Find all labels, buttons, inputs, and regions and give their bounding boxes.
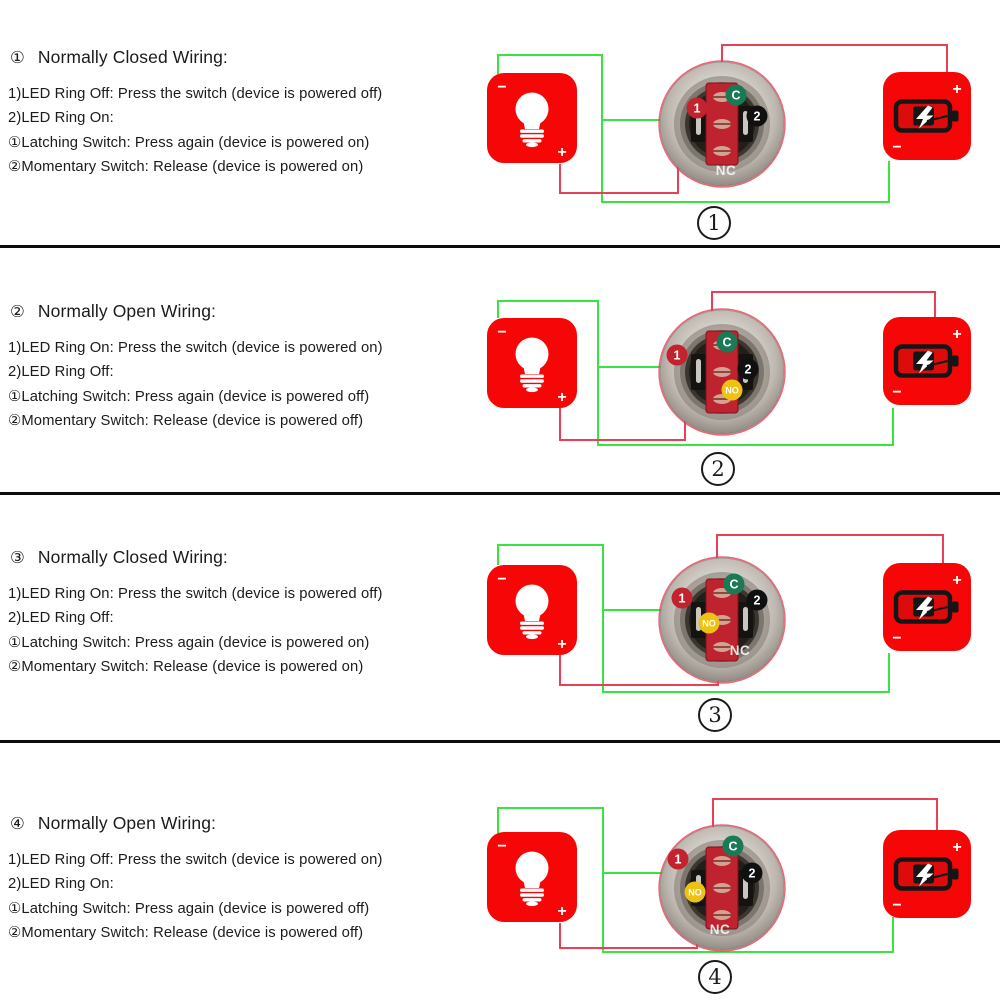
instruction-line: ②Momentary Switch: Release (device is powered off) [8, 925, 364, 942]
terminal-badge-c [723, 836, 744, 857]
switch-photo [659, 557, 785, 683]
battery-minus-label: − [892, 897, 902, 914]
diagram-number-marker: 2 [701, 452, 735, 486]
battery-plus-label: + [952, 572, 962, 589]
battery-icon [883, 830, 971, 918]
instruction-line: ①Latching Switch: Press again (device is powered on) [8, 134, 370, 151]
contact-label-nc: NC [715, 163, 737, 178]
svg-text:2: 2 [744, 362, 752, 377]
bulb-plus-label: + [557, 903, 567, 920]
instructions-block-1 [8, 0, 478, 180]
instruction-line: ②Momentary Switch: Release (device is powered off) [8, 413, 364, 430]
svg-text:1: 1 [693, 101, 701, 116]
terminal-badge-2 [742, 863, 763, 884]
svg-text:C: C [722, 335, 732, 350]
instruction-line: 1)LED Ring On: Press the switch (device is powered off) [8, 586, 383, 602]
switch-photo [659, 61, 785, 187]
instructions-block-2 [8, 248, 478, 434]
instruction-line: ①Latching Switch: Press again (device is powered off) [8, 900, 370, 917]
bulb-icon [487, 318, 577, 408]
section-title: ① Normally Closed Wiring: [10, 47, 228, 67]
battery-icon [883, 317, 971, 405]
instruction-line: 1)LED Ring On: Press the switch (device is powered on) [8, 340, 383, 356]
bulb-minus-label: − [497, 79, 507, 96]
battery-plus-label: + [952, 839, 962, 856]
terminal-badge-1 [668, 849, 689, 870]
contact-label-nc: NC [729, 643, 751, 658]
circled-number-icon: ② [10, 303, 25, 321]
svg-text:2: 2 [748, 866, 756, 881]
terminal-badge-1 [672, 588, 693, 609]
bulb-plus-label: + [557, 144, 567, 161]
terminal-badge-2 [747, 106, 768, 127]
instruction-line: 2)LED Ring Off: [8, 364, 114, 381]
terminal-badge-no [685, 882, 706, 903]
instruction-line: 2)LED Ring Off: [8, 610, 114, 627]
terminal-badge-c [717, 332, 738, 353]
bulb-plus-label: + [557, 389, 567, 406]
circled-number-icon: ③ [10, 549, 25, 567]
contact-label-nc: NC [709, 922, 731, 937]
battery-plus-label: + [952, 326, 962, 343]
instruction-line: 2)LED Ring On: [8, 110, 114, 127]
svg-text:1: 1 [674, 852, 682, 867]
bulb-plus-label: + [557, 636, 567, 653]
circled-number-icon: ④ [10, 815, 25, 833]
svg-text:NO: NO [702, 618, 716, 629]
terminal-badge-no [722, 380, 743, 401]
battery-icon [883, 563, 971, 651]
svg-text:1: 1 [678, 591, 686, 606]
instruction-line: ②Momentary Switch: Release (device is powered on) [8, 659, 364, 676]
bulb-icon [487, 565, 577, 655]
instruction-line: 1)LED Ring Off: Press the switch (device is powered on) [8, 852, 383, 868]
instructions-block-4 [8, 743, 478, 946]
section-title: ③ Normally Closed Wiring: [10, 547, 228, 567]
diagram-number-marker: 1 [697, 206, 731, 240]
bulb-icon [487, 73, 577, 163]
bulb-icon [487, 832, 577, 922]
svg-text:2: 2 [753, 109, 761, 124]
svg-text:C: C [728, 839, 738, 854]
svg-text:2: 2 [753, 593, 761, 608]
battery-plus-label: + [952, 81, 962, 98]
section-title: ④ Normally Open Wiring: [10, 813, 217, 833]
instruction-line: ②Momentary Switch: Release (device is powered on) [8, 159, 364, 176]
switch-photo [659, 825, 785, 951]
battery-minus-label: − [892, 139, 902, 156]
terminal-badge-2 [747, 590, 768, 611]
svg-text:C: C [729, 577, 739, 592]
instruction-line: 1)LED Ring Off: Press the switch (device is powered off) [8, 86, 383, 102]
svg-text:1: 1 [673, 348, 681, 363]
circled-number-icon: ① [10, 49, 25, 67]
wiring-section-4 [0, 743, 1000, 1000]
battery-minus-label: − [892, 384, 902, 401]
section-title: ② Normally Open Wiring: [10, 301, 217, 321]
instruction-line: ①Latching Switch: Press again (device is powered on) [8, 634, 370, 651]
instruction-line: 2)LED Ring On: [8, 876, 114, 893]
wiring-section-2 [0, 248, 1000, 492]
terminal-badge-c [724, 574, 745, 595]
terminal-badge-2 [738, 359, 759, 380]
terminal-badge-no [699, 613, 720, 634]
bulb-minus-label: − [497, 838, 507, 855]
wire-red-bulb-to-contact [560, 150, 678, 193]
instruction-line: ①Latching Switch: Press again (device is powered off) [8, 388, 370, 405]
bulb-minus-label: − [497, 571, 507, 588]
terminal-badge-1 [687, 98, 708, 119]
wiring-section-3 [0, 495, 1000, 740]
svg-text:NO: NO [725, 385, 739, 396]
battery-icon [883, 72, 971, 160]
wiring-section-1 [0, 0, 1000, 245]
bulb-minus-label: − [497, 324, 507, 341]
instructions-block-3 [8, 495, 478, 680]
switch-photo [659, 309, 785, 435]
battery-minus-label: − [892, 630, 902, 647]
svg-text:NO: NO [688, 887, 702, 898]
terminal-badge-1 [667, 345, 688, 366]
diagram-number-marker: 4 [698, 960, 732, 994]
svg-text:C: C [731, 88, 741, 103]
diagram-number-marker: 3 [698, 698, 732, 732]
terminal-badge-c [726, 85, 747, 106]
